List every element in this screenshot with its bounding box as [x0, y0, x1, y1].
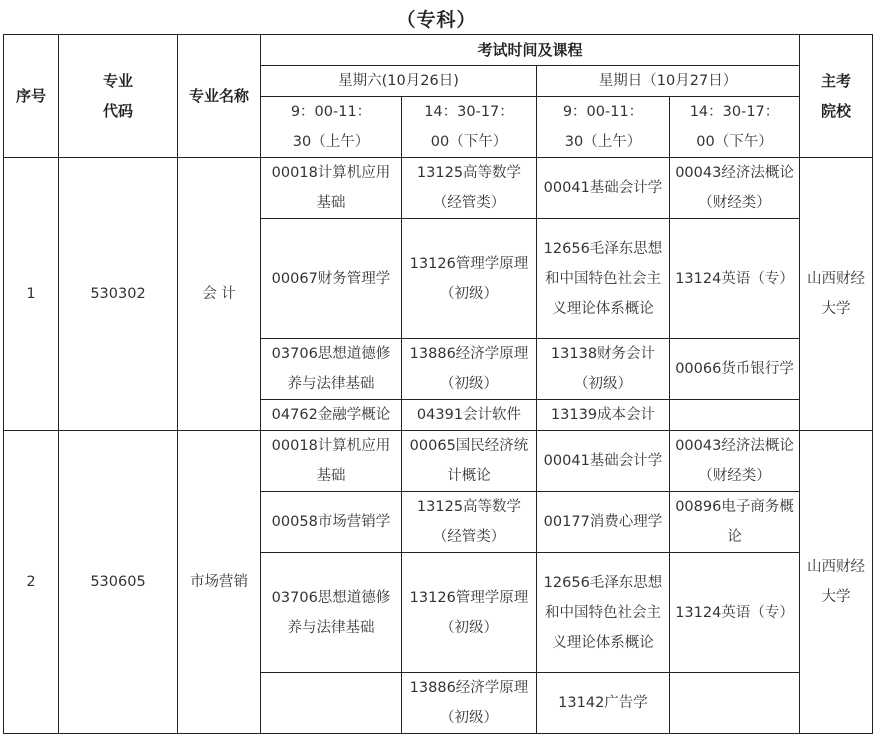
course-cell: 00041基础会计学 [537, 158, 670, 219]
course-cell: 13139成本会计 [537, 400, 670, 431]
course-cell: 00058市场营销学 [261, 492, 402, 553]
course-cell: 12656毛泽东思想和中国特色社会主义理论体系概论 [537, 553, 670, 673]
table-row [4, 158, 873, 219]
major-seq: 2 [4, 431, 59, 734]
course-cell: 13886经济学原理（初级） [402, 339, 537, 400]
header-code-line1: 专业 [102, 72, 133, 90]
course-cell: 00018计算机应用基础 [261, 431, 402, 492]
header-saturday: 星期六(10月26日) [261, 66, 537, 97]
course-cell [670, 400, 800, 431]
course-cell: 13124英语（专） [670, 219, 800, 339]
major-code: 530302 [59, 158, 178, 431]
course-cell: 03706思想道德修养与法律基础 [261, 553, 402, 673]
course-cell: 13126管理学原理（初级） [402, 219, 537, 339]
course-cell: 13138财务会计（初级） [537, 339, 670, 400]
page-title: （专科） [396, 9, 477, 31]
course-cell [670, 673, 800, 734]
slot-line: 30（上午） [564, 134, 642, 150]
course-cell: 00018计算机应用基础 [261, 158, 402, 219]
course-cell: 00043经济法概论（财经类） [670, 158, 800, 219]
course-cell: 13125高等数学（经管类） [402, 492, 537, 553]
course-cell: 13142广告学 [537, 673, 670, 734]
slot-line: 00（下午） [430, 134, 508, 150]
header-code-line2: 代码 [102, 102, 133, 120]
slot-line: 9：00-11： [562, 104, 644, 120]
slot-line: 30（上午） [292, 134, 370, 150]
major-school: 山西财经大学 [800, 158, 873, 431]
course-cell: 00065国民经济统计概论 [402, 431, 537, 492]
course-cell: 12656毛泽东思想和中国特色社会主义理论体系概论 [537, 219, 670, 339]
slot-sat-pm [402, 97, 537, 158]
major-seq: 1 [4, 158, 59, 431]
course-cell: 13125高等数学（经管类） [402, 158, 537, 219]
header-school-line1: 主考 [821, 72, 852, 90]
course-cell: 00177消费心理学 [537, 492, 670, 553]
slot-line: 14：30-17： [689, 104, 780, 120]
header-sunday: 星期日（10月27日） [537, 66, 800, 97]
course-cell: 00043经济法概论（财经类） [670, 431, 800, 492]
slot-sun-am [537, 97, 670, 158]
course-cell [261, 673, 402, 734]
header-seq: 序号 [4, 35, 59, 158]
course-cell: 03706思想道德修养与法律基础 [261, 339, 402, 400]
header-school [800, 35, 873, 158]
major-code: 530605 [59, 431, 178, 734]
course-cell: 04391会计软件 [402, 400, 537, 431]
header-exam: 考试时间及课程 [261, 35, 800, 66]
major-school: 山西财经大学 [800, 431, 873, 734]
table-row [4, 431, 873, 492]
course-cell: 00067财务管理学 [261, 219, 402, 339]
header-code [59, 35, 178, 158]
course-cell: 00896电子商务概论 [670, 492, 800, 553]
exam-schedule-table [3, 34, 873, 734]
course-cell: 04762金融学概论 [261, 400, 402, 431]
slot-line: 9：00-11： [290, 104, 372, 120]
course-cell: 00041基础会计学 [537, 431, 670, 492]
course-cell: 13126管理学原理（初级） [402, 553, 537, 673]
major-name: 市场营销 [178, 431, 261, 734]
slot-line: 00（下午） [696, 134, 773, 150]
slot-sat-am [261, 97, 402, 158]
slot-line: 14：30-17： [424, 104, 514, 120]
course-cell: 00066货币银行学 [670, 339, 800, 400]
header-name: 专业名称 [178, 35, 261, 158]
major-name: 会 计 [178, 158, 261, 431]
course-cell: 13124英语（专） [670, 553, 800, 673]
course-cell: 13886经济学原理（初级） [402, 673, 537, 734]
slot-sun-pm [670, 97, 800, 158]
header-school-line2: 院校 [821, 102, 852, 120]
